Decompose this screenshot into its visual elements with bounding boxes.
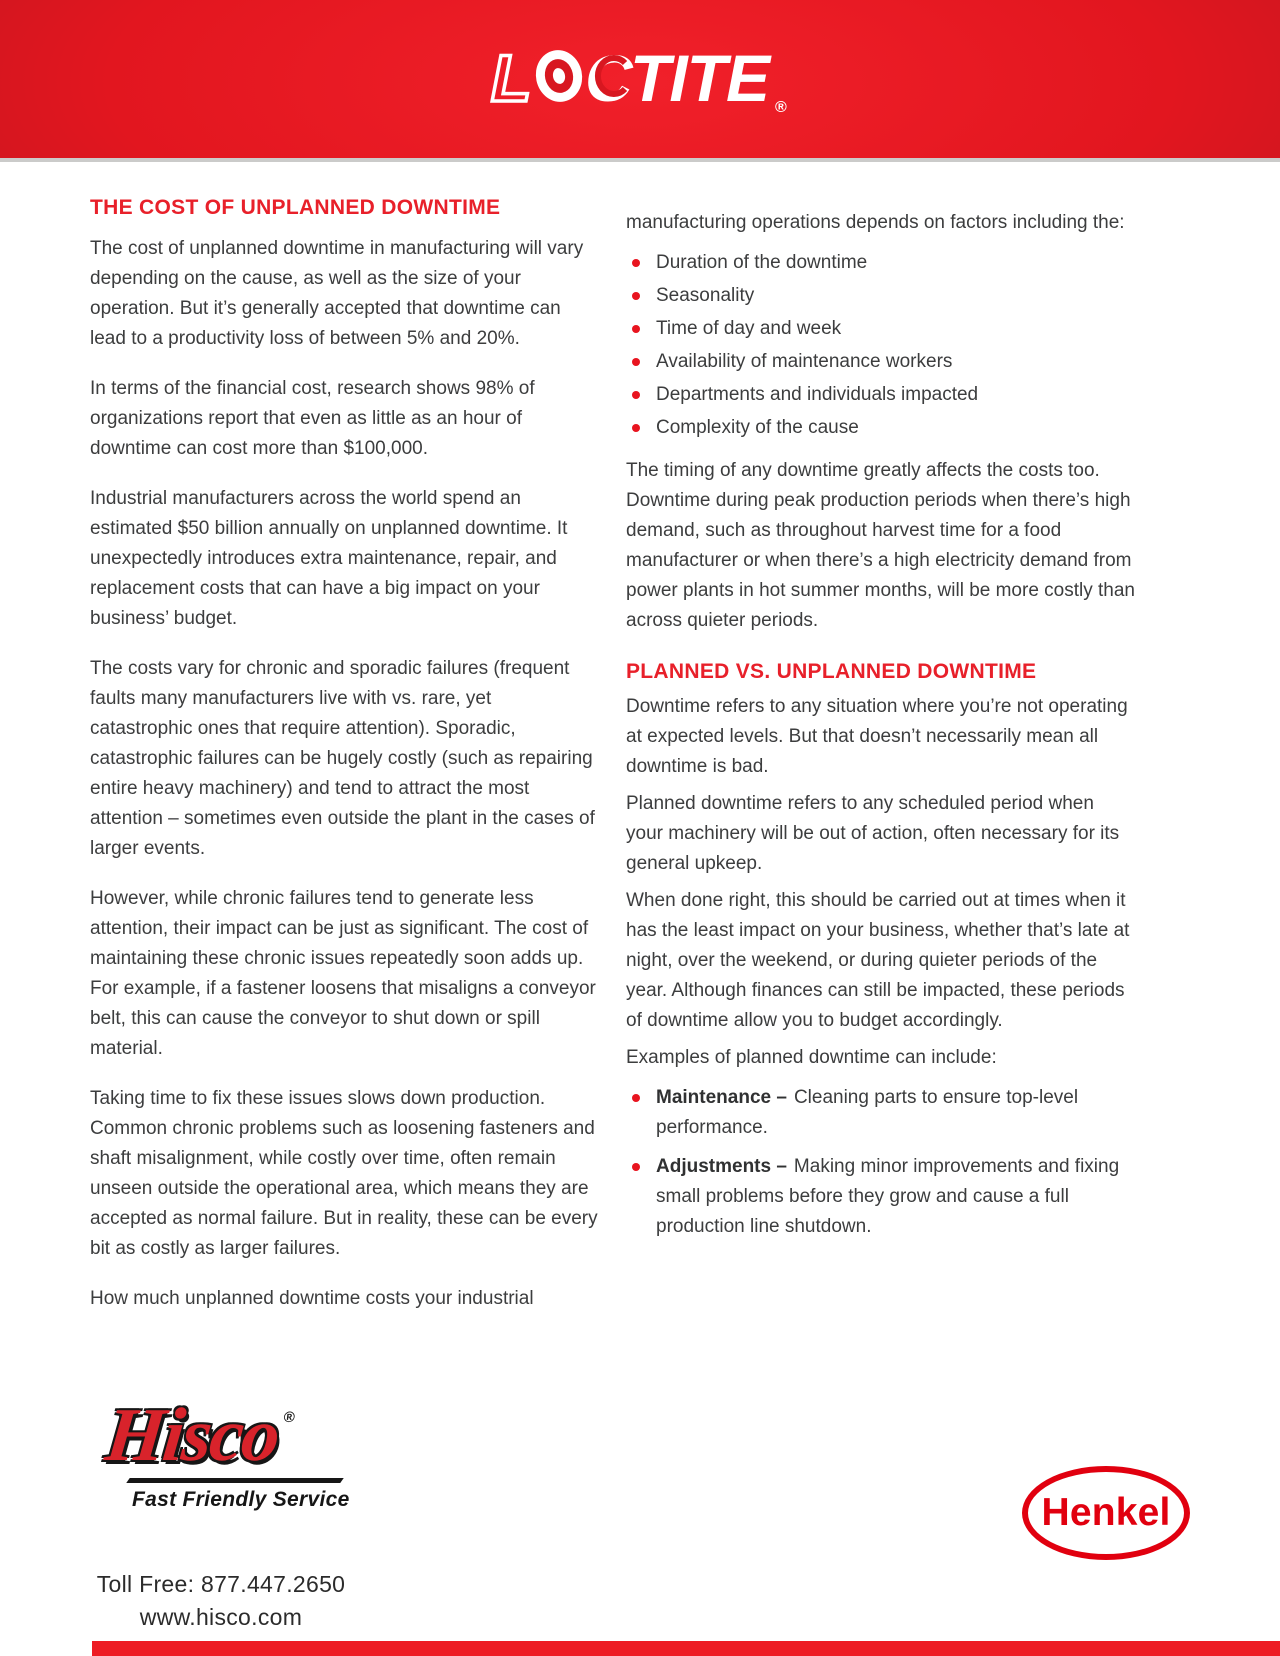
loctite-target-o-icon <box>531 46 587 106</box>
loctite-logo <box>475 40 805 118</box>
registered-mark: ® <box>775 99 787 116</box>
left-column <box>90 196 598 1334</box>
example-description: Making minor improvements and fixing small problems before they grow and cause a full production line shutdown. <box>656 1156 1120 1237</box>
list-item <box>626 1152 1136 1242</box>
paragraph: How much unplanned downtime costs your industrial <box>90 1288 534 1309</box>
hisco-logo-text <box>101 1393 360 1477</box>
list-item <box>626 411 1136 444</box>
henkel-logo-text: Henkel <box>1041 1491 1171 1534</box>
loctite-letter-l: L <box>491 41 532 115</box>
bullet-icon <box>632 1163 640 1171</box>
section-heading-planned: PLANNED VS. UNPLANNED DOWNTIME <box>626 660 1037 683</box>
list-item <box>626 345 1136 378</box>
website-url: www.hisco.com <box>139 1604 303 1630</box>
list-item <box>626 246 1136 279</box>
header-band <box>0 0 1280 162</box>
hisco-swoosh-line <box>126 1478 344 1483</box>
list-item-label: Availability of maintenance workers <box>656 351 953 372</box>
bullet-icon <box>632 325 640 333</box>
article-body <box>90 196 1136 1334</box>
example-term: Maintenance – <box>656 1087 787 1108</box>
bullet-icon <box>632 424 640 432</box>
list-item-label: Complexity of the cause <box>656 417 859 438</box>
paragraph: In terms of the financial cost, research shows 98% of organizations report that even as little as an hour of downtime can cost more than $100,000. <box>90 378 535 459</box>
paragraph: Taking time to fix these issues slows down production. Common chronic problems such as loosening fasteners and shaft misalignment, while costly over time, often remain unseen outside the operational area, which means they are accepted as normal failure. But in reality, these can be every bit as costly as larger failures. <box>90 1088 598 1259</box>
list-item <box>626 1083 1136 1143</box>
example-description: Cleaning parts to ensure top-level performance. <box>656 1087 1079 1138</box>
list-item-label <box>656 1152 1136 1242</box>
list-item-label <box>656 1083 1136 1143</box>
bullet-icon <box>632 358 640 366</box>
list-item-label: Departments and individuals impacted <box>656 384 979 405</box>
footer-contact <box>86 1568 356 1634</box>
list-item <box>626 279 1136 312</box>
examples-list <box>626 1083 1136 1242</box>
hisco-wordmark: Hisco <box>101 1393 283 1477</box>
toll-free-number: Toll Free: 877.447.2650 <box>96 1571 346 1597</box>
bullet-icon <box>632 391 640 399</box>
list-item-label: Seasonality <box>656 285 755 306</box>
paragraph: Industrial manufacturers across the world spend an estimated $50 billion annually on unplanned downtime. It unexpectedly introduces extra maintenance, repair, and replacement costs that can have a big impact on your business’ budget. <box>90 488 568 629</box>
henkel-logo <box>1022 1466 1190 1560</box>
loctite-letters-tite: TITE <box>630 41 769 115</box>
list-item <box>626 378 1136 411</box>
registered-mark: ® <box>282 1409 296 1426</box>
paragraph: The cost of unplanned downtime in manufacturing will vary depending on the cause, as well as the size of your operation. But it’s generally accepted that downtime can lead to a productivity loss of between 5% and 20%. <box>90 238 584 349</box>
list-item-label: Time of day and week <box>656 318 842 339</box>
paragraph: Planned downtime refers to any scheduled period when your machinery will be out of action, often necessary for its general upkeep. <box>626 793 1120 874</box>
bullet-icon <box>632 259 640 267</box>
paragraph: Examples of planned downtime can include: <box>626 1047 997 1068</box>
list-item <box>626 312 1136 345</box>
paragraph: The timing of any downtime greatly affects the costs too. Downtime during peak production periods when there’s high demand, such as throughout harvest time for a food manufacturer or when there’s a high electricity demand from power plants in hot summer months, will be more costly than across quieter periods. <box>626 460 1135 631</box>
factors-list <box>626 246 1136 444</box>
right-column <box>626 196 1136 1334</box>
loctite-letter-c: C <box>585 41 633 115</box>
bullet-icon <box>632 1094 640 1102</box>
section-heading-cost: THE COST OF UNPLANNED DOWNTIME <box>90 196 501 219</box>
paragraph: Downtime refers to any situation where you’re not operating at expected levels. But that doesn’t necessarily mean all downtime is bad. <box>626 696 1128 777</box>
hisco-logo <box>101 1393 352 1512</box>
paragraph-continuation: manufacturing operations depends on factors including the: <box>626 212 1125 233</box>
bottom-red-bar <box>92 1641 1280 1656</box>
example-term: Adjustments – <box>656 1156 787 1177</box>
paragraph: However, while chronic failures tend to generate less attention, their impact can be just as significant. The cost of maintaining these chronic issues repeatedly soon adds up. For example, if a fastener loosens that misaligns a conveyor belt, this can cause the conveyor to shut down or spill material. <box>90 888 596 1059</box>
hisco-tagline: Fast Friendly Service <box>132 1487 350 1511</box>
paragraph: When done right, this should be carried out at times when it has the least impact on your business, whether that’s late at night, over the weekend, or during quieter periods of the year. Although finances can still be impacted, these periods of downtime allow you to budget accordingly. <box>626 890 1130 1031</box>
paragraph: The costs vary for chronic and sporadic failures (frequent faults many manufacturers live with vs. rare, yet catastrophic ones that require attention). Sporadic, catastrophic failures can be hugely costly (such as repairing entire heavy machinery) and tend to attract the most attention – sometimes even outside the plant in the cases of larger events. <box>90 658 595 859</box>
list-item-label: Duration of the downtime <box>656 252 868 273</box>
bullet-icon <box>632 292 640 300</box>
